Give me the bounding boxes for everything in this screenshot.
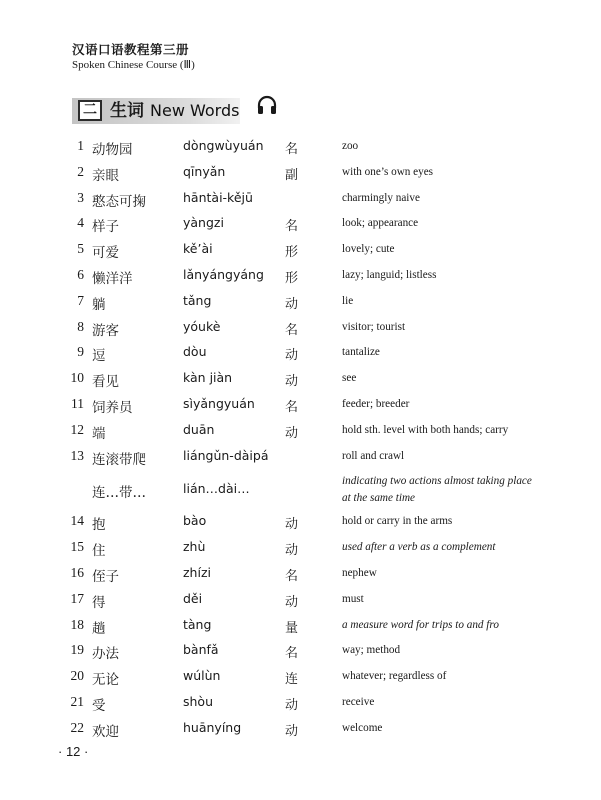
vocab-row <box>0 444 601 470</box>
vocab-word: 连滚带爬 <box>92 451 146 468</box>
vocab-word: 端 <box>92 425 106 442</box>
vocab-word: 欢迎 <box>92 723 119 740</box>
vocab-pinyin: tàng <box>183 616 212 632</box>
vocab-word: 无论 <box>92 672 119 689</box>
vocab-word: 憨态可掬 <box>92 193 146 210</box>
page-number: · 12 · <box>58 744 89 759</box>
vocab-word: 看见 <box>92 374 119 391</box>
section-title-en: New Words <box>150 101 240 120</box>
vocab-pinyin: sìyǎngyuán <box>183 395 255 411</box>
vocab-number: 16 <box>70 564 84 580</box>
vocab-number: 10 <box>70 370 84 386</box>
vocab-pinyin: tǎng <box>183 292 212 308</box>
book-title-cn: 汉语口语教程第三册 <box>72 42 190 57</box>
vocab-part-of-speech: 动 <box>285 697 299 713</box>
vocab-row <box>0 160 601 186</box>
vocab-word: 住 <box>92 543 106 560</box>
vocab-number: 5 <box>77 241 84 257</box>
vocab-part-of-speech: 名 <box>285 568 299 584</box>
vocab-number: 9 <box>77 344 84 360</box>
vocab-part-of-speech: 名 <box>285 219 299 235</box>
vocab-word: 动物园 <box>92 142 133 158</box>
vocab-word: 受 <box>92 697 106 714</box>
vocab-pinyin: wúlùn <box>183 668 221 684</box>
vocab-pinyin: kàn jiàn <box>183 370 233 386</box>
vocab-word: 逗 <box>92 348 106 365</box>
vocab-pinyin: bào <box>183 513 207 529</box>
vocab-number: 15 <box>70 539 84 555</box>
vocab-number: 14 <box>70 513 84 529</box>
vocab-definition: roll and crawl <box>342 449 405 462</box>
vocabulary-list <box>0 134 601 742</box>
vocab-pinyin: bànfǎ <box>183 642 219 658</box>
vocab-definition: lovely; cute <box>342 243 395 256</box>
vocab-pinyin: duān <box>183 421 215 437</box>
vocab-row <box>0 469 601 509</box>
book-title-en: Spoken Chinese Course (Ⅲ) <box>72 59 195 71</box>
vocab-number: 12 <box>70 421 84 437</box>
vocab-definition: tantalize <box>342 346 380 359</box>
vocab-row <box>0 418 601 444</box>
vocab-definition: hold sth. level with both hands; carry <box>342 423 509 436</box>
vocab-row <box>0 366 601 392</box>
vocab-definition: lazy; languid; listless <box>342 268 437 281</box>
vocab-number: 7 <box>77 292 84 308</box>
vocab-definition: visitor; tourist <box>342 320 406 333</box>
vocab-word: 侄子 <box>92 568 119 585</box>
vocab-part-of-speech: 名 <box>285 399 299 415</box>
vocab-part-of-speech: 量 <box>285 620 299 636</box>
vocab-number: 21 <box>70 693 84 709</box>
vocab-definition: see <box>342 372 357 385</box>
vocab-row <box>0 587 601 613</box>
vocab-word: 可爱 <box>92 245 119 262</box>
vocab-pinyin: shòu <box>183 693 214 709</box>
vocab-definition: charmingly naive <box>342 191 420 204</box>
vocab-part-of-speech: 名 <box>285 322 299 338</box>
vocab-part-of-speech: 动 <box>285 348 299 364</box>
vocab-part-of-speech: 动 <box>285 723 299 739</box>
vocab-row <box>0 315 601 341</box>
vocab-pinyin: liángǔn-dàipá <box>183 447 269 463</box>
vocab-pinyin: huānyíng <box>183 719 242 735</box>
vocab-number: 6 <box>77 266 84 282</box>
vocab-definition: welcome <box>342 721 383 734</box>
vocab-row <box>0 690 601 716</box>
vocab-definition: with one’s own eyes <box>342 165 434 178</box>
vocab-pinyin: yàngzi <box>183 215 224 231</box>
vocab-word: 懒洋洋 <box>92 270 133 287</box>
vocab-definition: lie <box>342 294 354 307</box>
vocab-row <box>0 211 601 237</box>
vocab-definition: whatever; regardless of <box>342 670 447 683</box>
vocab-part-of-speech: 动 <box>285 296 299 312</box>
vocab-part-of-speech: 动 <box>285 543 299 559</box>
vocab-number: 2 <box>77 163 84 179</box>
vocab-definition: way; method <box>342 644 401 657</box>
vocab-row <box>0 509 601 535</box>
vocab-word: 躺 <box>92 296 106 313</box>
vocab-part-of-speech: 形 <box>285 245 299 261</box>
vocab-row <box>0 613 601 639</box>
vocab-word: 得 <box>92 594 106 611</box>
vocab-part-of-speech: 动 <box>285 425 299 441</box>
vocab-row <box>0 289 601 315</box>
vocab-number: 19 <box>70 642 84 658</box>
vocab-definition: a measure word for trips to and fro <box>342 618 499 631</box>
vocab-definition: hold or carry in the arms <box>342 515 453 528</box>
vocab-word: 办法 <box>92 646 119 663</box>
vocab-pinyin: lǎnyángyáng <box>183 266 264 282</box>
vocab-number: 18 <box>70 616 84 632</box>
vocab-part-of-speech: 动 <box>285 517 299 533</box>
vocab-number: 11 <box>71 395 84 411</box>
vocab-row <box>0 561 601 587</box>
vocab-word: 游客 <box>92 322 119 339</box>
vocab-pinyin: zhù <box>183 539 206 555</box>
vocab-row <box>0 392 601 418</box>
vocab-pinyin: lián…dài… <box>183 481 250 497</box>
vocab-row <box>0 638 601 664</box>
vocab-number: 17 <box>70 590 84 606</box>
vocab-part-of-speech: 名 <box>285 646 299 662</box>
vocab-word: 趟 <box>92 620 106 637</box>
vocab-row <box>0 535 601 561</box>
vocab-row <box>0 263 601 289</box>
vocab-row <box>0 134 601 160</box>
vocab-definition: receive <box>342 695 375 708</box>
section-number: 二 <box>78 100 102 121</box>
vocab-word: 抱 <box>92 517 106 534</box>
vocab-definition: must <box>342 592 364 605</box>
vocab-number: 13 <box>70 447 84 463</box>
vocab-number: 8 <box>77 318 84 334</box>
vocab-pinyin: dòngwùyuán <box>183 138 264 153</box>
vocab-definition: look; appearance <box>342 217 419 230</box>
vocab-row <box>0 186 601 212</box>
headphones-icon[interactable] <box>256 94 278 120</box>
vocab-definition: feeder; breeder <box>342 397 410 410</box>
vocab-number: 20 <box>70 668 84 684</box>
vocab-part-of-speech: 连 <box>285 672 299 688</box>
vocab-part-of-speech: 形 <box>285 270 299 286</box>
vocab-number: 4 <box>77 215 84 231</box>
vocab-part-of-speech: 动 <box>285 374 299 390</box>
vocab-definition: zoo <box>342 140 359 152</box>
vocab-row <box>0 716 601 742</box>
vocab-part-of-speech: 动 <box>285 594 299 610</box>
vocab-pinyin: hāntài-kějū <box>183 189 253 205</box>
vocab-pinyin: dòu <box>183 344 207 360</box>
vocab-number: 3 <box>77 189 84 205</box>
vocab-number: 22 <box>70 719 84 735</box>
vocab-pinyin: děi <box>183 590 203 606</box>
section-header <box>72 98 240 124</box>
vocab-part-of-speech: 名 <box>285 142 299 157</box>
vocab-row <box>0 340 601 366</box>
vocab-definition: indicating two actions almost taking place at the same time <box>342 475 532 505</box>
vocab-row <box>0 237 601 263</box>
vocab-pinyin: zhízi <box>183 564 211 580</box>
vocab-row <box>0 664 601 690</box>
vocab-word: 样子 <box>92 219 119 236</box>
vocab-definition: nephew <box>342 566 377 579</box>
vocab-pinyin: qīnyǎn <box>183 163 226 179</box>
vocab-pinyin: kě’ài <box>183 241 213 257</box>
vocab-word: 亲眼 <box>92 167 119 184</box>
vocab-number: 1 <box>77 138 84 153</box>
section-title-cn: 生词 <box>110 101 144 121</box>
vocab-definition: used after a verb as a complement <box>342 541 496 554</box>
vocab-pinyin: yóukè <box>183 318 221 334</box>
vocab-word: 饲养员 <box>92 399 133 416</box>
vocab-word: 连…带… <box>92 485 146 502</box>
vocab-part-of-speech: 副 <box>285 167 299 183</box>
